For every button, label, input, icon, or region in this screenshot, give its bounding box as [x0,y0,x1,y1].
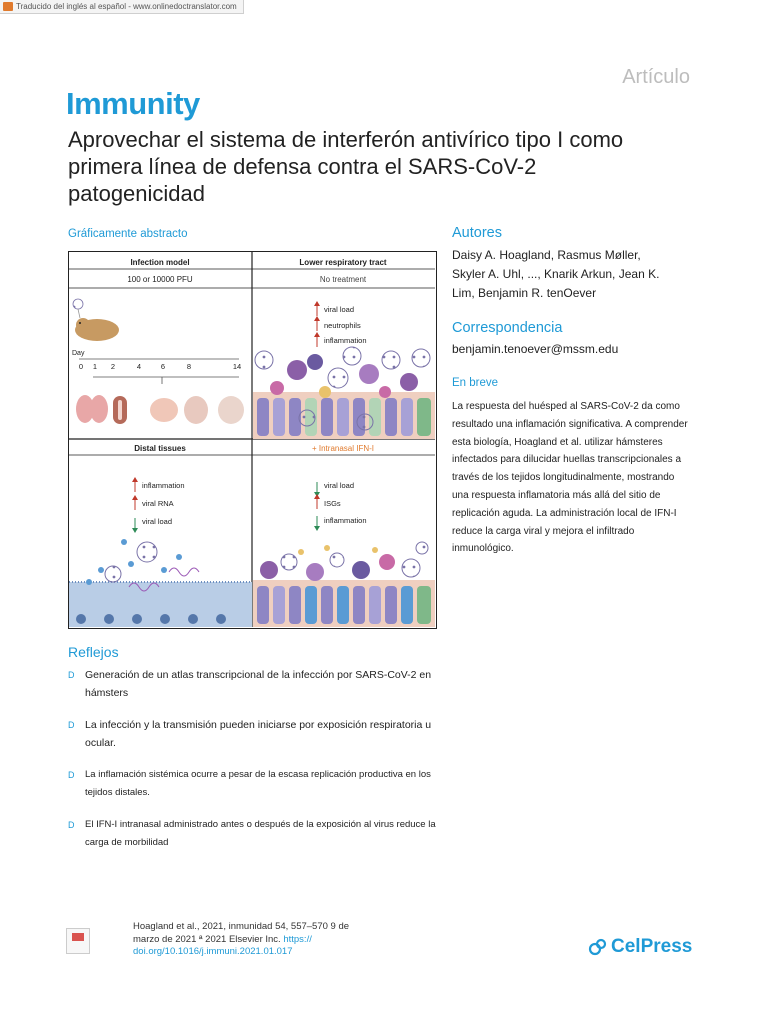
no-treatment-label: No treatment [319,275,367,284]
translator-banner-text: Traducido del inglés al español - www.onlinedoctranslator.com [16,2,237,11]
highlight-text: Generación de un atlas transcripcional de la infección por SARS-CoV-2 en hámsters [85,669,432,699]
lower-tract-list [314,301,367,347]
day-tick-label: 1 [92,362,98,371]
day-tick-label: 2 [110,362,116,371]
graphical-abstract-svg [69,252,435,627]
distal-item-3: viral load [142,517,173,526]
highlights-heading: Reflejos [68,644,119,660]
journal-logo: Immunity [66,86,200,121]
bullet-marker: D [68,720,75,730]
translator-icon [3,2,13,11]
highlight-item [68,766,438,802]
organs-row [76,395,244,424]
citation [133,921,363,959]
day-tick-label: 8 [186,362,192,371]
doi-link[interactable]: https:// doi.org/10.1016/j.immuni.2021.01.017 [133,933,312,957]
infection-model-header: Infection model [130,258,190,267]
translator-banner[interactable] [0,0,244,14]
article-type-label: Artículo [622,66,690,88]
timeline-ticks [79,362,241,371]
bullet-marker: D [68,670,75,680]
lung-epithelium-illustration [253,347,435,439]
correspondence-heading: Correspondencia [452,320,563,336]
highlight-item [68,666,438,702]
authors-heading: Autores [452,225,502,241]
day-tick-label: 14 [232,362,242,371]
distal-item-1: inflammation [142,481,185,490]
article-title: Aprovechar el sistema de interferón antivírico tipo I como primera línea de defensa contra el SARS-CoV-2 patogenicidad [68,127,624,206]
citation-text: Hoagland et al., 2021, inmunidad 54, 557–570 9 de marzo de 2021 ª 2021 Elsevier Inc. [133,921,350,945]
day-tick-label: 6 [160,362,166,371]
distal-list [132,477,185,533]
highlight-text: La inflamación sistémica ocurre a pesar de la escasa replicación productiva en los tejidos distales. [85,769,431,798]
in-brief-text: La respuesta del huésped al SARS-CoV-2 da como resultado una inflamación significativa. A comprender esta biología, Hoagland et al. utilizar hámsteres infectados para dilucidar huellas transcripcionales a través de los tejidos longitudinalmente, mostrando una respuesta inflamatoria más allá del sitio de replicación aguda. La administración local de IFN-I reduce la carga viral y mejora el infiltrado inmunológico. [452,401,688,555]
highlight-text: El IFN-I intranasal administrado antes o después de la exposición al virus reduce la carga de morbilidad [85,819,436,848]
publisher-logo[interactable] [588,936,692,958]
day-label: Day [72,350,85,357]
dose-label: 100 or 10000 PFU [127,275,193,284]
graphical-abstract-label: Gráficamente abstracto [68,228,188,240]
correspondence-email[interactable]: benjamin.tenoever@mssm.edu [452,342,619,356]
day-tick-label: 4 [136,362,142,371]
ifn-item-2: ISGs [324,499,341,508]
lower-item-3: inflammation [324,336,367,345]
distal-tissues-header: Distal tissues [134,444,186,453]
ifn-list [314,481,367,531]
cellpress-icon [588,937,608,957]
highlight-item [68,816,438,852]
ifn-header: + Intranasal IFN-I [311,444,375,453]
distal-item-2: viral RNA [142,499,174,508]
in-brief-heading: En breve [452,377,499,389]
hamster-icon [73,299,119,341]
journal-cover-thumbnail[interactable] [66,928,90,954]
ifn-item-3: inflammation [324,516,367,525]
cover-image-icon [72,933,84,941]
day-tick-label: 0 [78,362,84,371]
authors-list: Daisy A. Hoagland, Rasmus Møller, Skyler A. Uhl, ..., Knarik Arkun, Jean K. Lim, Benjamin R. tenOever [452,248,660,300]
bullet-marker: D [68,770,75,780]
bullet-marker: D [68,820,75,830]
distal-tissue-illustration [69,539,252,627]
lower-tract-header: Lower respiratory tract [299,258,387,267]
lower-item-1: viral load [324,305,355,314]
highlight-text: La infección y la transmisión pueden iniciarse por exposición respiratoria u ocular. [85,719,432,749]
highlight-item [68,716,438,752]
graphical-abstract-figure [68,251,437,629]
ifn-item-1: viral load [324,481,355,490]
ifn-tissue-illustration [253,542,435,627]
lower-item-2: neutrophils [324,321,361,330]
publisher-name: CelPress [611,936,693,957]
